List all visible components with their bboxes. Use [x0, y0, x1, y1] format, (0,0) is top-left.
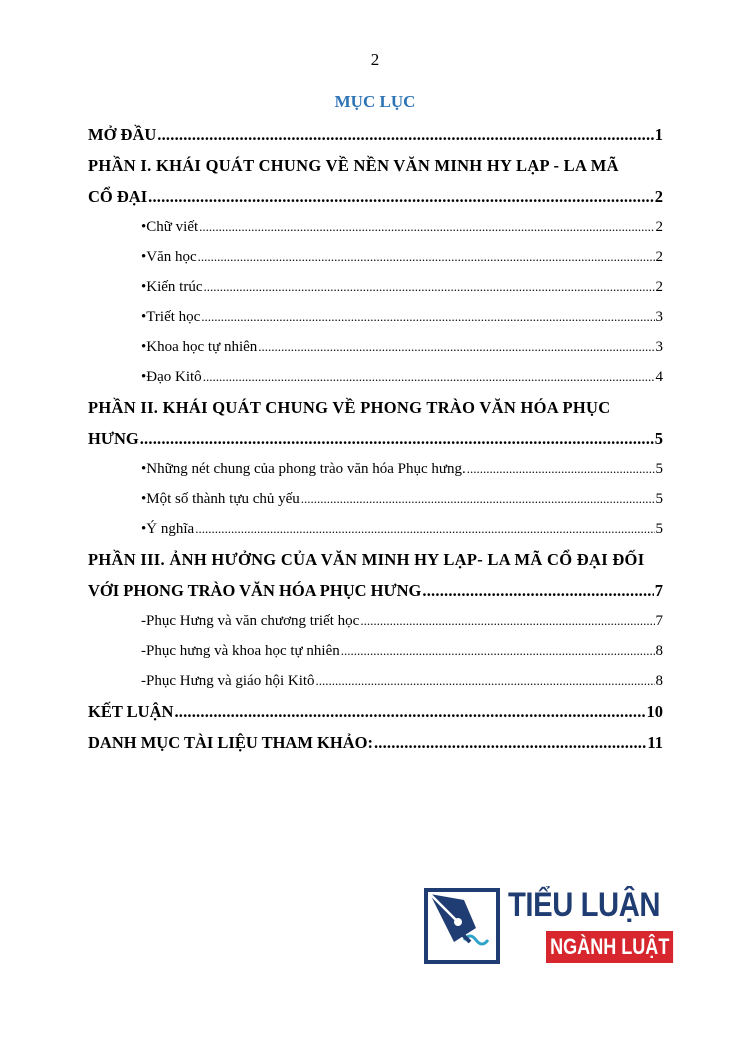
dot-leader [198, 242, 655, 272]
toc-entry-thanh-tuu[interactable] [88, 484, 663, 514]
toc-entry-phan-3[interactable] [88, 575, 663, 606]
bullet-icon: • [141, 308, 147, 325]
bullet-icon: • [141, 248, 147, 265]
toc-entry-label: DANH MỤC TÀI LIỆU THAM KHẢO: [88, 732, 373, 752]
dot-leader [199, 212, 654, 242]
toc-entry-chu-viet[interactable] [88, 212, 663, 242]
dot-leader [374, 727, 646, 758]
toc-page-number: 2 [655, 218, 663, 235]
toc-page-number: 2 [655, 278, 663, 295]
toc-page-number: 3 [655, 338, 663, 355]
toc-entry-label: PHẦN I. KHÁI QUÁT CHUNG VỀ NỀN VĂN MINH HY LẠP - LA MÃ [88, 155, 619, 175]
table-of-contents [88, 120, 663, 758]
toc-entry-ph-van-chuong[interactable] [88, 606, 663, 636]
toc-title: MỤC LỤC [334, 92, 416, 111]
toc-page-number: 2 [655, 248, 663, 265]
toc-entry-label: Chữ viết [146, 218, 199, 235]
dash-icon: - [141, 612, 146, 629]
toc-entry-label: Phục Hưng và giáo hội Kitô [146, 672, 315, 689]
dot-leader [258, 332, 654, 362]
toc-entry-phan-2[interactable] [88, 423, 663, 454]
dot-leader [148, 181, 654, 212]
dot-leader [174, 696, 645, 727]
toc-entry-phan-1-line-1[interactable] [88, 150, 663, 181]
toc-page-number: 8 [655, 642, 663, 659]
toc-page-number: 5 [655, 520, 663, 537]
dot-leader [204, 272, 655, 302]
toc-entry-khoa-hoc-tu-nhien[interactable] [88, 332, 663, 362]
toc-page-number: 8 [655, 672, 663, 689]
toc-entry-ph-khoa-hoc[interactable] [88, 636, 663, 666]
toc-entry-ph-giao-hoi[interactable] [88, 666, 663, 696]
toc-entry-label: Một số thành tựu chủ yếu [146, 490, 300, 507]
watermark-logo [424, 886, 669, 966]
dot-leader [316, 666, 655, 696]
bullet-icon: • [141, 218, 147, 235]
toc-entry-label: Triết học [146, 308, 201, 325]
toc-entry-dao-kito[interactable] [88, 362, 663, 392]
logo-title: TIỂU LUẬN [508, 886, 661, 924]
toc-entry-label: HƯNG [88, 428, 139, 448]
toc-entry-label: Đạo Kitô [146, 368, 202, 385]
toc-entry-label: PHẦN II. KHÁI QUÁT CHUNG VỀ PHONG TRÀO VĂN HÓA PHỤC [88, 397, 611, 417]
logo-subtitle: NGÀNH LUẬT [546, 931, 673, 963]
dot-leader [360, 606, 654, 636]
toc-entry-danh-muc[interactable] [88, 727, 663, 758]
toc-page-number: 11 [647, 732, 663, 752]
toc-page-number: 3 [655, 308, 663, 325]
toc-entry-label: Phục Hưng và văn chương triết học [146, 612, 360, 629]
dash-icon: - [141, 672, 146, 689]
dot-leader [201, 302, 654, 332]
dot-leader [157, 120, 653, 150]
toc-entry-triet-hoc[interactable] [88, 302, 663, 332]
toc-entry-mo-dau[interactable] [88, 120, 663, 150]
dot-leader [195, 514, 654, 544]
dot-leader [140, 423, 654, 454]
toc-page-number: 1 [654, 125, 663, 144]
bullet-icon: • [141, 368, 147, 385]
toc-entry-phan-1[interactable] [88, 181, 663, 212]
dot-leader [422, 575, 653, 606]
toc-entry-label: PHẦN III. ẢNH HƯỞNG CỦA VĂN MINH HY LẠP- LA MÃ CỔ ĐẠI ĐỐI [88, 549, 645, 569]
toc-entry-van-hoc[interactable] [88, 242, 663, 272]
toc-entry-phan-2-line-1[interactable] [88, 392, 663, 423]
pen-nib-icon [424, 888, 500, 964]
page-number: 2 [370, 50, 380, 69]
dot-leader [467, 454, 655, 484]
toc-entry-label: CỔ ĐẠI [88, 186, 148, 206]
toc-entry-label: Kiến trúc [146, 278, 203, 295]
dot-leader [301, 484, 655, 514]
toc-entry-label: MỞ ĐẦU [88, 125, 157, 144]
toc-entry-label: Phục hưng và khoa học tự nhiên [146, 642, 340, 659]
toc-entry-label: Ý nghĩa [146, 520, 195, 537]
toc-page-number: 2 [654, 186, 663, 206]
toc-entry-ket-luan[interactable] [88, 696, 663, 727]
toc-entry-kien-truc[interactable] [88, 272, 663, 302]
toc-entry-y-nghia[interactable] [88, 514, 663, 544]
bullet-icon: • [141, 520, 147, 537]
toc-page-number: 5 [655, 490, 663, 507]
dash-icon: - [141, 642, 146, 659]
toc-page-number: 4 [655, 368, 663, 385]
toc-page-number: 7 [655, 612, 663, 629]
toc-page-number: 10 [646, 701, 663, 721]
toc-page-number: 5 [654, 428, 663, 448]
bullet-icon: • [141, 490, 147, 507]
toc-entry-label: KẾT LUẬN [88, 701, 174, 721]
toc-entry-label: Những nét chung của phong trào văn hóa Phục hưng. [146, 460, 466, 477]
dot-leader [341, 636, 655, 666]
toc-entry-label: Văn học [146, 248, 197, 265]
toc-page-number: 7 [654, 580, 663, 600]
bullet-icon: • [141, 338, 147, 355]
toc-page-number: 5 [655, 460, 663, 477]
toc-entry-label: Khoa học tự nhiên [146, 338, 258, 355]
toc-entry-label: VỚI PHONG TRÀO VĂN HÓA PHỤC HƯNG [88, 580, 422, 600]
dot-leader [203, 362, 655, 392]
bullet-icon: • [141, 278, 147, 295]
toc-entry-phan-3-line-1[interactable] [88, 544, 663, 575]
bullet-icon: • [141, 460, 147, 477]
toc-entry-nhung-net-chung[interactable] [88, 454, 663, 484]
